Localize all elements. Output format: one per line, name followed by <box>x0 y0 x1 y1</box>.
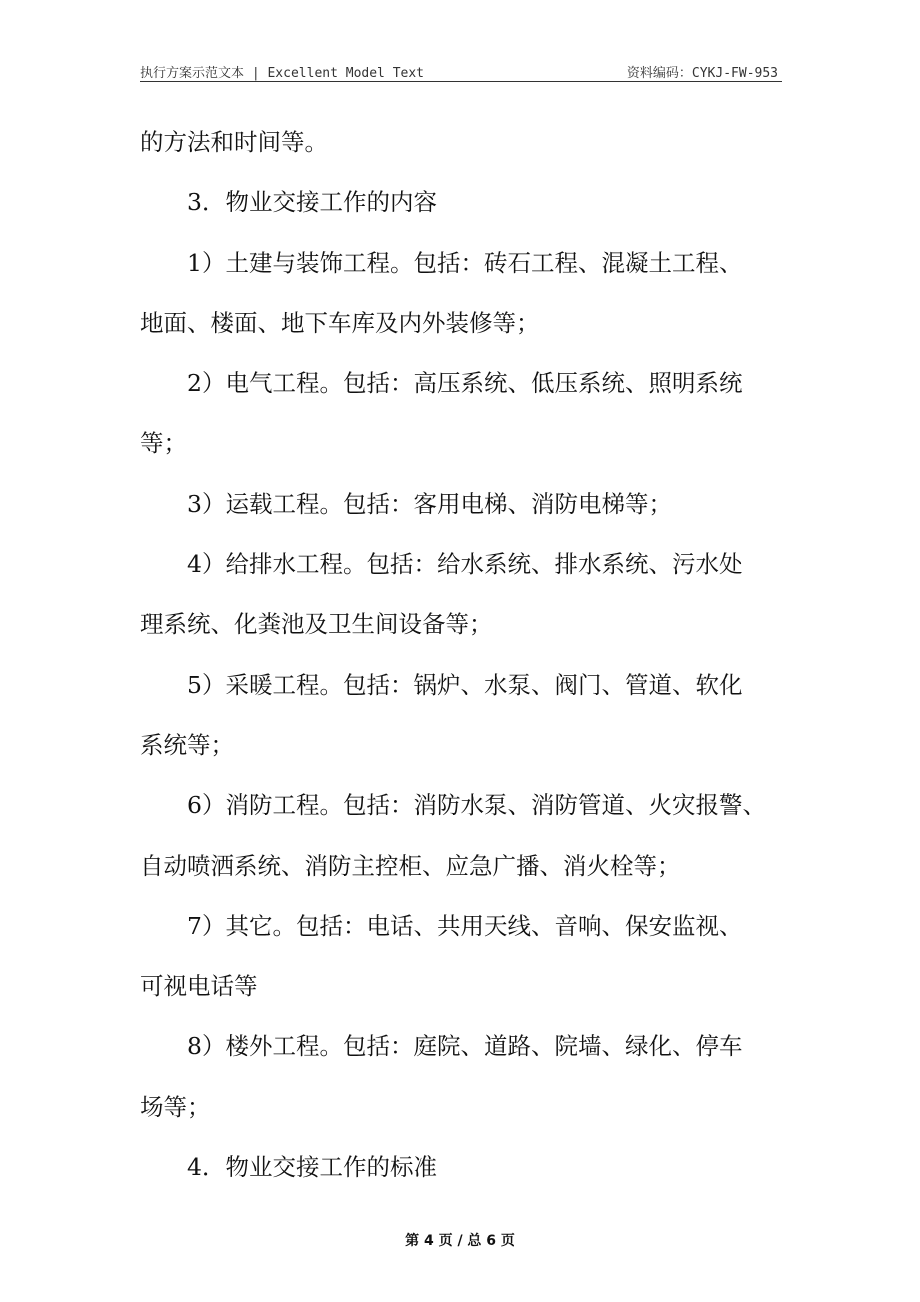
header-doc-code: 资料编码：CYKJ-FW-953 <box>626 66 778 81</box>
body-line: 理系统、化粪池及卫生间设备等； <box>140 610 493 639</box>
body-line: 系统等； <box>140 730 234 759</box>
body-line: 3）运载工程。包括：客用电梯、消防电梯等； <box>187 489 672 518</box>
page-footer <box>0 1230 920 1250</box>
body-line: 1）土建与装饰工程。包括：砖石工程、混凝土工程、 <box>187 248 743 277</box>
body-line: 7）其它。包括：电话、共用天线、音响、保安监视、 <box>187 911 743 940</box>
page-number: 第 4 页 / 总 6 页 <box>405 1233 515 1249</box>
body-line: 场等； <box>140 1092 211 1121</box>
body-line: 等； <box>140 429 187 458</box>
header-title: 执行方案示范文本 | Excellent Model Text <box>140 66 425 81</box>
body-line: 地面、楼面、地下车库及内外装修等； <box>140 308 540 337</box>
page-header <box>140 60 782 82</box>
body-line: 4）给排水工程。包括：给水系统、排水系统、污水处 <box>187 550 743 579</box>
body-line: 6）消防工程。包括：消防水泵、消防管道、火灾报警、 <box>187 791 766 820</box>
section-heading: 3．物业交接工作的内容 <box>187 188 437 217</box>
body-line: 的方法和时间等。 <box>140 128 328 156</box>
body-line: 2）电气工程。包括：高压系统、低压系统、照明系统 <box>187 369 743 398</box>
body-line: 自动喷洒系统、消防主控柜、应急广播、消火栓等； <box>140 851 681 880</box>
body-line: 可视电话等 <box>140 972 258 1001</box>
body-line: 5）采暖工程。包括：锅炉、水泵、阀门、管道、软化 <box>187 670 743 699</box>
section-heading: 4．物业交接工作的标准 <box>187 1153 437 1182</box>
document-body <box>140 112 785 1197</box>
body-line: 8）楼外工程。包括：庭院、道路、院墙、绿化、停车 <box>187 1032 743 1061</box>
